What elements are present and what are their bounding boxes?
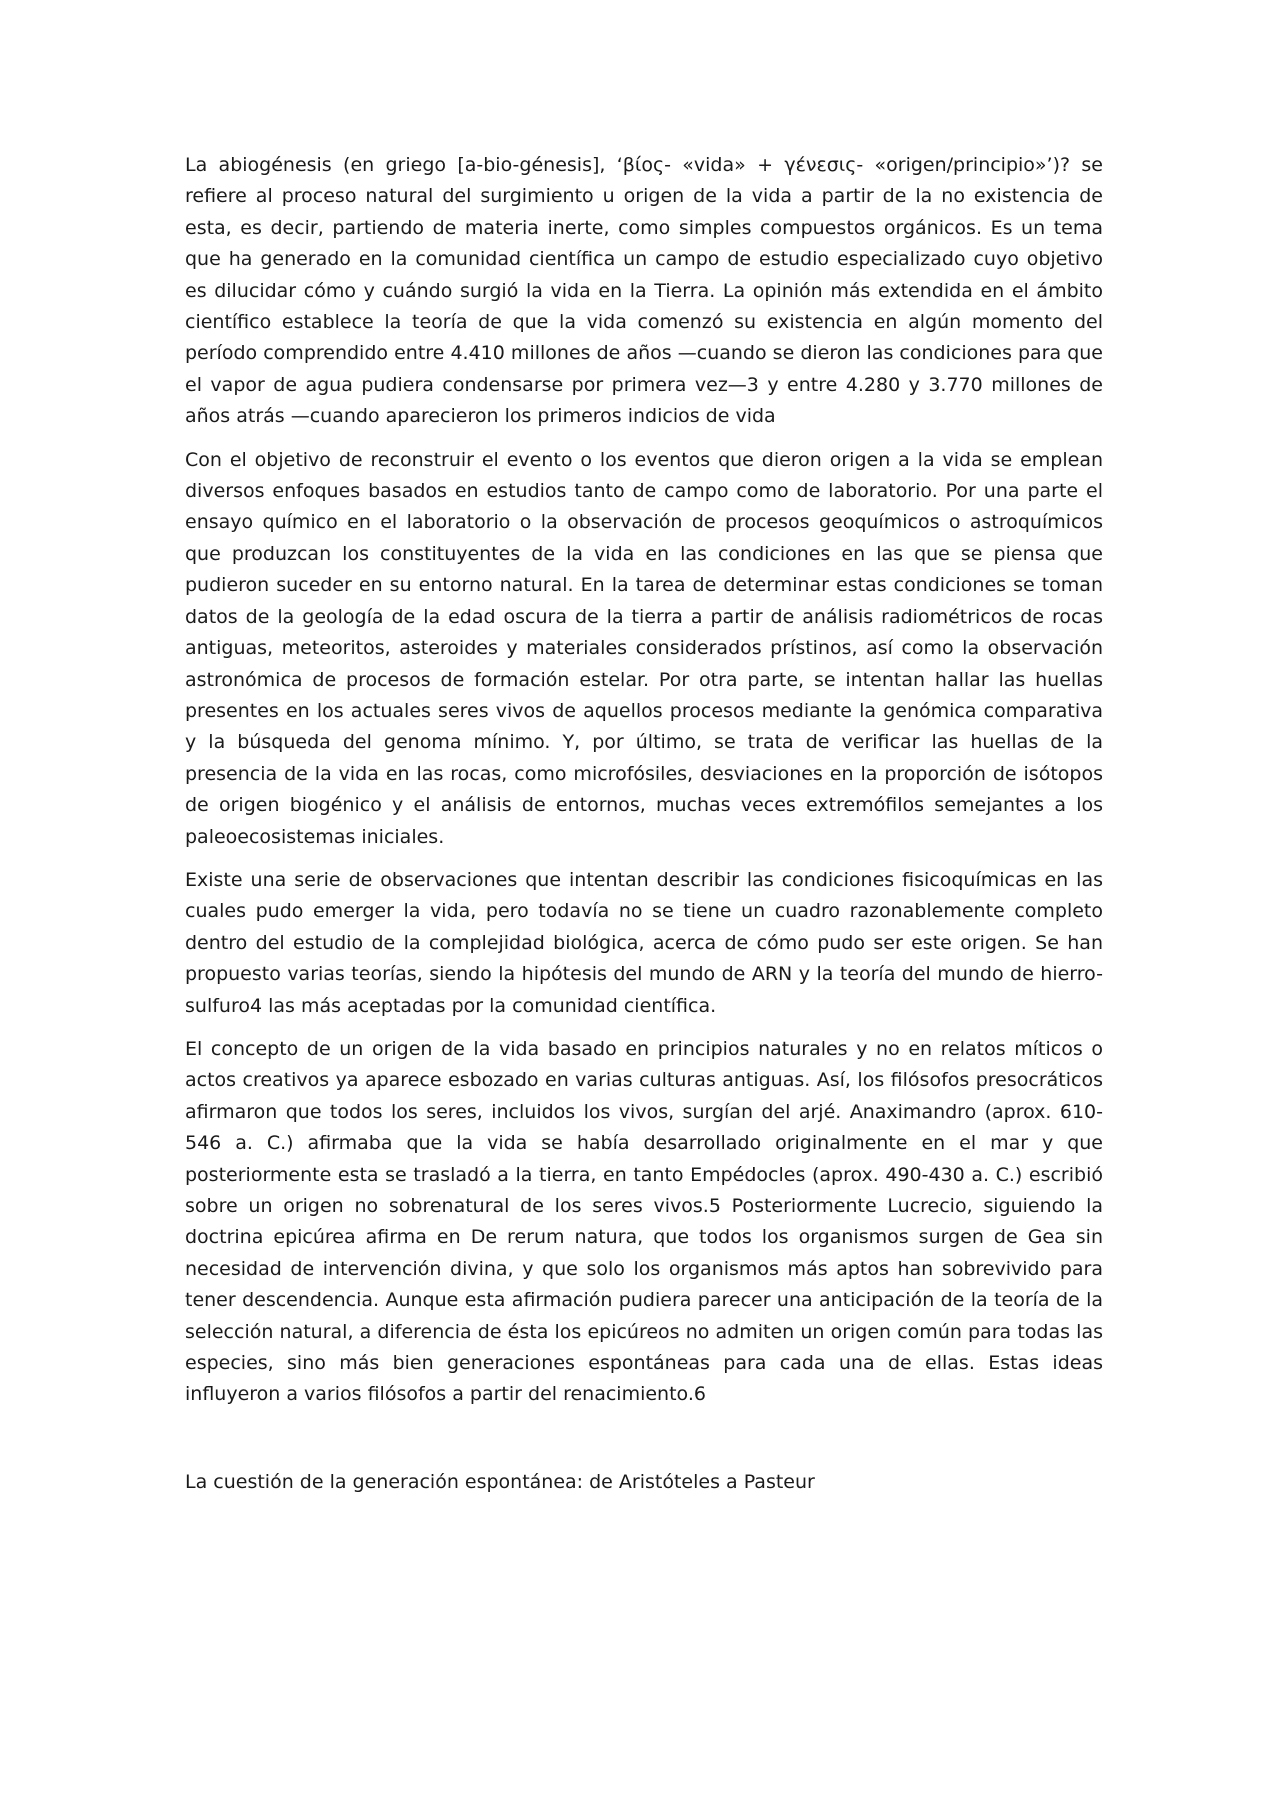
paragraph-abiogenesis-definition: La abiogénesis (en griego [a-bio-génesis], ‘βίος- «vida» + γένεσις- «origen/principio»’)? se refiere al proceso natural del surgimiento u origen de la vida a partir de la no existencia de esta, es decir, partiendo de materia inerte, como simples compuestos orgánicos. Es un tema que ha generado en la comunidad científica un campo de estudio especializado cuyo objetivo es dilucidar cómo y cuándo surgió la vida en la Tierra. La opinión más extendida en el ámbito científico establece la teoría de que la vida comenzó su existencia en algún momento del período comprendido entre 4.410 millones de años —cuando se dieron las condiciones para que el vapor de agua pudiera condensarse por primera vez—3 y entre 4.280 y 3.770 millones de años atrás —cuando aparecieron los primeros indicios de vida (185, 154, 1103, 428)
paragraph-historical-concepts: El concepto de un origen de la vida basado en principios naturales y no en relatos míticos o actos creativos ya aparece esbozado en varias culturas antiguas. Así, los filósofos presocráticos afirmaron que todos los seres, incluidos los vivos, surgían del arjé. Anaximandro (aprox. 610-546 a. C.) afirmaba que la vida se había desarrollado originalmente en el mar y que posteriormente esta se trasladó a la tierra, en tanto Empédocles (aprox. 490-430 a. C.) escribió sobre un origen no sobrenatural de los seres vivos.5 Posteriormente Lucrecio, siguiendo la doctrina epicúrea afirma en De rerum natura, que todos los organismos surgen de Gea sin necesidad de intervención divina, y que solo los organismos más aptos han sobrevivido para tener descendencia. Aunque esta afirmación pudiera parecer una anticipación de la teoría de la selección natural, a diferencia de ésta los epicúreos no admiten un origen común para todas las especies, sino más bien generaciones espontáneas para cada una de ellas. Estas ideas influyeron a varios filósofos a partir del renacimiento.6 (185, 1037, 1103, 1406)
paragraph-theories: Existe una serie de observaciones que intentan describir las condiciones fisicoquímicas en las cuales pudo emerger la vida, pero todavía no se tiene un cuadro razonablemente completo dentro del estudio de la complejidad biológica, acerca de cómo pudo ser este origen. Se han propuesto varias teorías, siendo la hipótesis del mundo de ARN y la teoría del mundo de hierro-sulfuro4 las más aceptadas por la comunidad científica. (185, 868, 1103, 1017)
section-heading: La cuestión de la generación espontánea: de Aristóteles a Pasteur (185, 1470, 815, 1493)
paragraph-research-approaches: Con el objetivo de reconstruir el evento o los eventos que dieron origen a la vida se emplean diversos enfoques basados en estudios tanto de campo como de laboratorio. Por una parte el ensayo químico en el laboratorio o la observación de procesos geoquímicos o astroquímicos que produzcan los constituyentes de la vida en las condiciones en las que se piensa que pudieron suceder en su entorno natural. En la tarea de determinar estas condiciones se toman datos de la geología de la edad oscura de la tierra a partir de análisis radiométricos de rocas antiguas, meteoritos, asteroides y materiales considerados prístinos, así como la observación astronómica de procesos de formación estelar. Por otra parte, se intentan hallar las huellas presentes en los actuales seres vivos de aquellos procesos mediante la genómica comparativa y la búsqueda del genoma mínimo. Y, por último, se trata de verificar las huellas de la presencia de la vida en las rocas, como microfósiles, desviaciones en la proporción de isótopos de origen biogénico y el análisis de entornos, muchas veces extremófilos semejantes a los paleoecosistemas iniciales. (185, 448, 1103, 848)
document-body (185, 150, 1103, 1498)
